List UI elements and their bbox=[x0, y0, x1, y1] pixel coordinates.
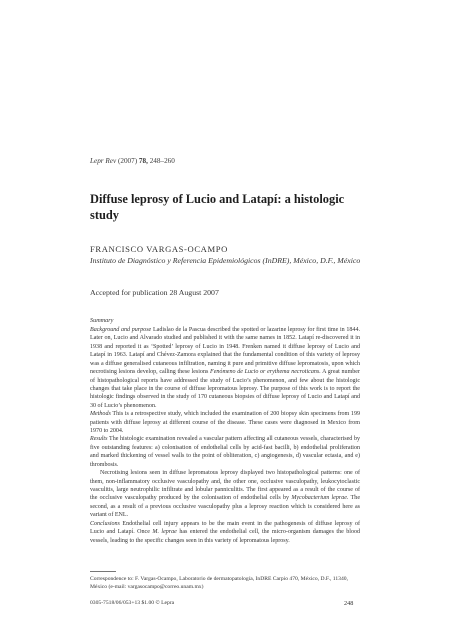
accepted-date: Accepted for publication 28 August 2007 bbox=[90, 288, 219, 297]
journal-pages: 248–260 bbox=[149, 157, 175, 165]
journal-year: (2007) bbox=[117, 157, 138, 165]
journal-citation bbox=[90, 157, 175, 165]
necrotising-text: Necrotising lesions seen in diffuse lepromatous leprosy displayed two histopathological patterns: one of them, non-inflammatory occlusive vasculopathy and, the other one, occlusive vasculopathy, leukocytoclastic vasculitis, large neutrophilic infiltrate and lobular panniculitis. The first appeared as a result of the course of the occlusive vasculopathy produced by the colonisation of endothelial cells by bbox=[90, 470, 360, 502]
footer-code: 0305-7518/06/053+13 $1.00 © Lepra bbox=[90, 600, 175, 606]
background-paragraph bbox=[90, 326, 360, 410]
conclusions-text-2: has entered the endothelial cell, the micro-organism damages the blood vessels, leading to the specific changes seen in this variety of lepromatous leprosy. bbox=[90, 529, 361, 544]
correspondence-note: Correspondence to: F. Vargas-Ocampo, Laboratorio de dermatopatología, InDRE Carpio 470, México, D.F., 11340, México (e-mail: vargasocampo@correo.unam.mx) bbox=[90, 576, 348, 590]
necrotising-text-2: The second, as a result of a previous occlusive vasculopathy plus a leprosy reaction which is considered here as variant of ENL. bbox=[90, 495, 361, 519]
journal-name: Lepr Rev bbox=[90, 157, 117, 165]
results-label: Results bbox=[90, 436, 108, 443]
results-paragraph bbox=[90, 435, 360, 469]
conclusions-label: Conclusions bbox=[90, 520, 120, 527]
methods-text: This is a retrospective study, which included the examination of 200 biopsy skin specimens from 199 patients with diffuse leprosy at different course of the disease. These cases were diagnosed in Mexico from 1970 to 2004. bbox=[90, 411, 361, 435]
article-title: Diffuse leprosy of Lucio and Latapí: a histologic study bbox=[90, 192, 345, 222]
methods-label: Methods bbox=[90, 411, 111, 418]
background-text-2: A great number of histopathological reports have addressed the study of Lucio’s phenomenon, and few about the histologic changes that take place in the course of diffuse lepromatous leprosy. The purpose of this work is to report the histologic findings observed in the study of 170 cutaneous biopsies of diffuse leprosy of Lucio and Latapí and 30 of Lucio’s phenomenon. bbox=[90, 369, 361, 409]
background-italic: Fenómeno de Lucio or erythema necroticans. bbox=[210, 369, 321, 376]
journal-volume: 78, bbox=[138, 157, 148, 165]
results-text: The histologic examination revealed a vascular pattern affecting all cutaneous vessels, characterised by five outstanding features: a) colonisation of endothelial cells by acid-fast bacilli, b) endothelial proliferation and marked thickening of vessel walls to the point of obliteration, c) angiogenesis, d) vascular ectasia, and e) thrombosis. bbox=[90, 436, 360, 468]
conclusions-italic: M. leprae bbox=[152, 529, 177, 536]
background-text: Ladislao de la Pascua described the spotted or lazarine leprosy for first time in 1844. Later on, Lucio and Alvarado studied and published it with the same names in 1852. Latapí re-discovered it in 1938 and reported it as ‘Spotted’ leprosy of Lucio in 1948. Frenken named it diffuse leprosy of Lucio and Latapí in 1963. Latapí and Chévez-Zamora explained that the fundamental condition of this variety of leprosy was a diffuse generalised cutaneous infiltration, naming it pure and primitive diffuse lepromatosis, upon which necrotising lesions develop, calling these lesions bbox=[90, 327, 360, 376]
conclusions-paragraph bbox=[90, 520, 360, 545]
abstract-body bbox=[90, 326, 360, 545]
conclusions-text: Endothelial cell injury appears to be the main event in the pathogenesis of diffuse leprosy of Lucio and Latapí. Once bbox=[90, 520, 360, 536]
necrotising-italic: Mycobacterium leprae. bbox=[291, 495, 349, 502]
methods-paragraph bbox=[90, 410, 360, 435]
footnote-divider bbox=[90, 571, 116, 572]
summary-heading: Summary bbox=[90, 317, 114, 324]
author-affiliation: Instituto de Diagnóstico y Referencia Epidemiológicos (InDRE), México, D.F., México bbox=[90, 256, 361, 265]
author-name: FRANCISCO VARGAS-OCAMPO bbox=[90, 244, 228, 254]
page-number: 248 bbox=[344, 600, 354, 607]
necrotising-paragraph bbox=[90, 469, 360, 520]
background-label: Background and purpose bbox=[90, 327, 152, 333]
